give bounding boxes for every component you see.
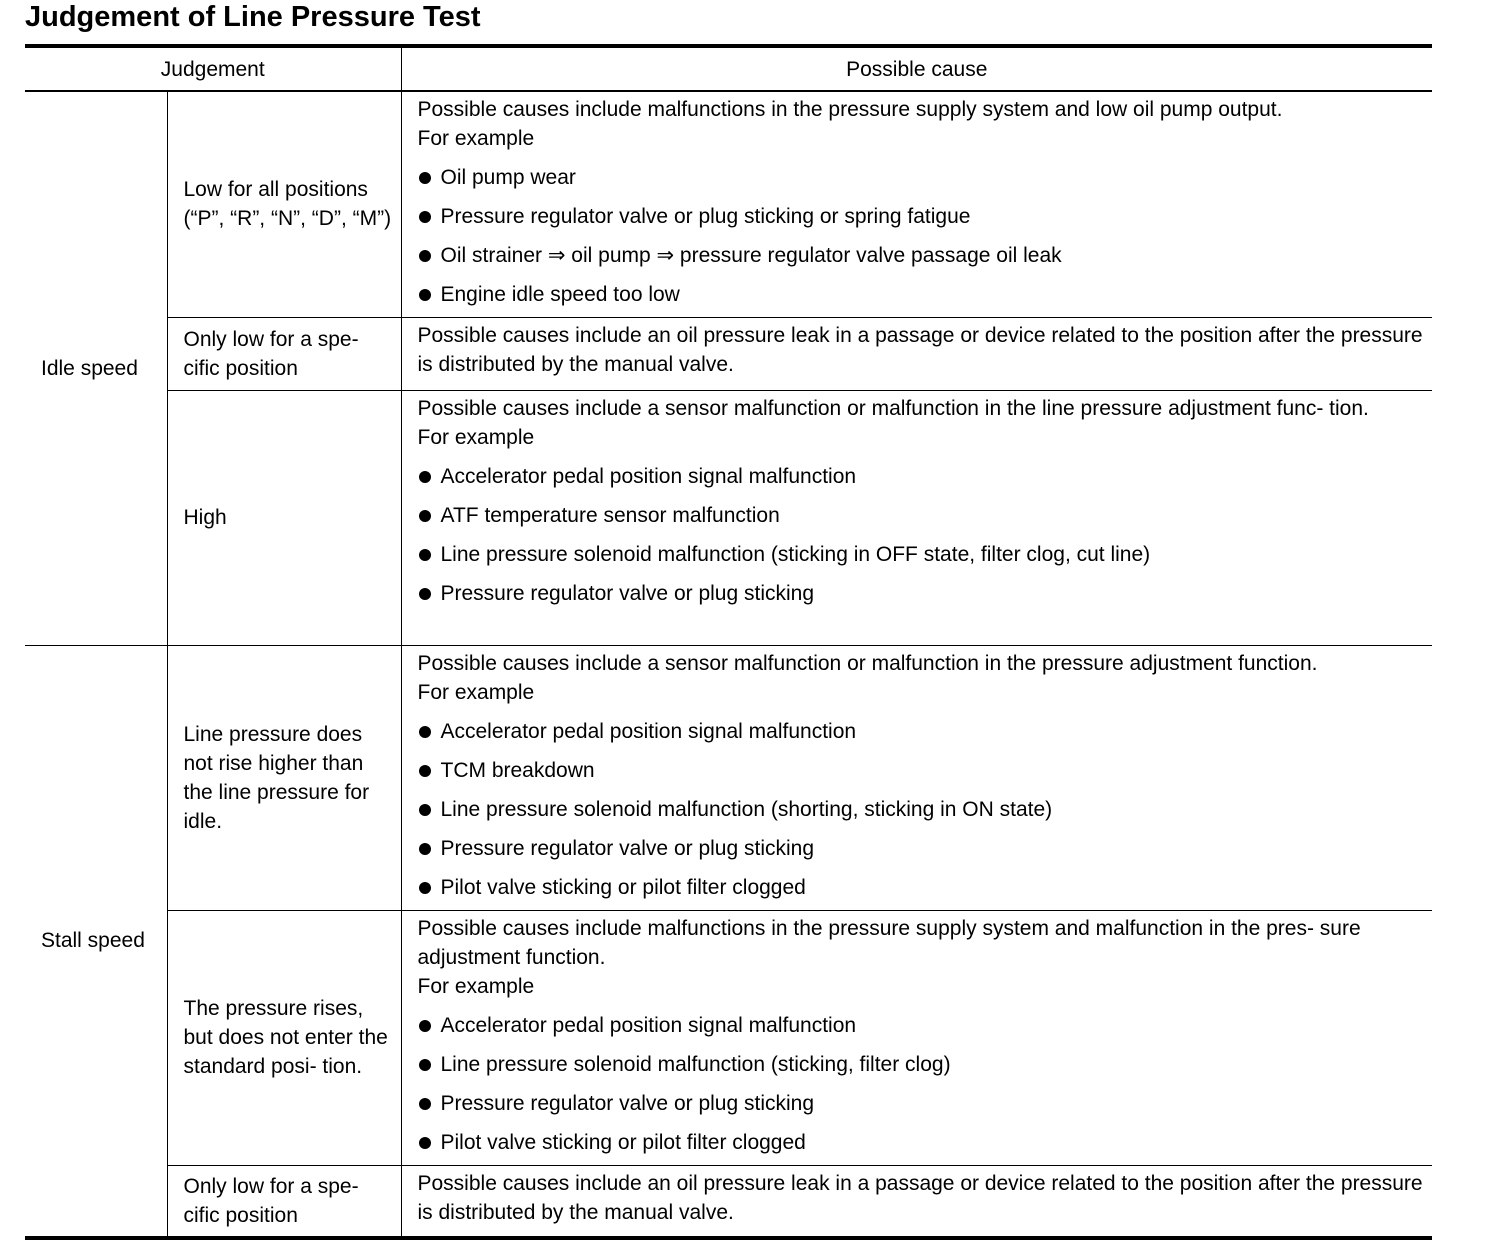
list-item: Pressure regulator valve or plug sticking (418, 834, 1427, 863)
table-row (25, 645, 1432, 910)
judgement-cell (167, 1165, 401, 1238)
cause-intro: Possible causes include an oil pressure leak in a passage or device related to the position after the pressure is distributed by the manual valve. (417, 1171, 1423, 1224)
list-item: Oil pump wear (418, 163, 1427, 192)
table-row (25, 91, 1432, 317)
cause-cell (401, 1165, 1432, 1238)
cause-cell (401, 910, 1432, 1165)
bullet-icon (419, 726, 431, 738)
list-item: Pilot valve sticking or pilot filter clogged (418, 873, 1427, 902)
cause-intro: Possible causes include an oil pressure leak in a passage or device related to the position after the pressure is distributed by the manual valve. (417, 323, 1423, 376)
condition-idle-speed: Idle speed (25, 91, 167, 645)
line-pressure-judgement-table (25, 44, 1432, 1240)
bullet-icon (419, 1098, 431, 1110)
header-judgement: Judgement (25, 46, 401, 91)
bullet-icon (419, 549, 431, 561)
bullet-icon (419, 289, 431, 301)
table-header-row (25, 46, 1432, 91)
example-label: For example (417, 974, 535, 998)
cause-bullet-list (418, 462, 1427, 608)
cause-intro: Possible causes include a sensor malfunction or malfunction in the pressure adjustment function. (417, 651, 1318, 675)
judgement-cell (167, 645, 401, 910)
judgement-text: Low for all positions (“P”, “R”, “N”, “D”, “M”) (183, 178, 392, 231)
cause-bullet-list (418, 1011, 1427, 1157)
bullet-icon (419, 1059, 431, 1071)
example-label: For example (417, 425, 535, 449)
cause-cell (401, 390, 1432, 645)
header-possible-cause: Possible cause (401, 46, 1432, 91)
bullet-icon (419, 843, 431, 855)
list-item: Line pressure solenoid malfunction (sticking, filter clog) (418, 1050, 1427, 1079)
list-item: ATF temperature sensor malfunction (418, 501, 1427, 530)
judgement-text: The pressure rises, but does not enter the standard posi- tion. (183, 997, 388, 1078)
list-item: Accelerator pedal position signal malfunction (418, 1011, 1427, 1040)
table-row (25, 390, 1432, 645)
bullet-icon (419, 765, 431, 777)
example-label: For example (417, 680, 535, 704)
condition-stall-speed: Stall speed (25, 645, 167, 1238)
bullet-icon (419, 882, 431, 894)
bullet-icon (419, 211, 431, 223)
bullet-icon (419, 1137, 431, 1149)
bullet-icon (419, 172, 431, 184)
table-row (25, 910, 1432, 1165)
list-item: Pilot valve sticking or pilot filter clogged (418, 1128, 1427, 1157)
judgement-text: Line pressure does not rise higher than the line pressure for idle. (183, 722, 370, 833)
list-item: Line pressure solenoid malfunction (shorting, sticking in ON state) (418, 795, 1427, 824)
table-row (25, 317, 1432, 390)
bullet-icon (419, 588, 431, 600)
judgement-text: High (183, 506, 227, 529)
table-row (25, 1165, 1432, 1238)
list-item: Pressure regulator valve or plug sticking (418, 579, 1427, 608)
cause-cell (401, 91, 1432, 317)
judgement-cell (167, 317, 401, 390)
cause-bullet-list (418, 717, 1427, 902)
list-item: TCM breakdown (418, 756, 1427, 785)
judgement-cell (167, 910, 401, 1165)
list-item: Accelerator pedal position signal malfunction (418, 462, 1427, 491)
bullet-icon (419, 250, 431, 262)
bullet-icon (419, 510, 431, 522)
cause-bullet-list (418, 163, 1427, 309)
list-item: Oil strainer ⇒ oil pump ⇒ pressure regulator valve passage oil leak (418, 241, 1427, 270)
cause-cell (401, 317, 1432, 390)
list-item: Pressure regulator valve or plug sticking (418, 1089, 1427, 1118)
bullet-icon (419, 1020, 431, 1032)
cause-cell (401, 645, 1432, 910)
cause-intro: Possible causes include malfunctions in the pressure supply system and malfunction in the pres- sure adjustment function. (417, 916, 1361, 969)
list-item: Engine idle speed too low (418, 280, 1427, 309)
judgement-text: Only low for a spe- cific position (183, 327, 359, 380)
bullet-icon (419, 804, 431, 816)
list-item: Pressure regulator valve or plug sticking or spring fatigue (418, 202, 1427, 231)
cause-intro: Possible causes include a sensor malfunction or malfunction in the line pressure adjustment func- tion. (417, 396, 1369, 420)
judgement-cell (167, 390, 401, 645)
judgement-text: Only low for a spe- cific position (183, 1174, 359, 1227)
bullet-icon (419, 471, 431, 483)
list-item: Accelerator pedal position signal malfunction (418, 717, 1427, 746)
list-item: Line pressure solenoid malfunction (sticking in OFF state, filter clog, cut line) (418, 540, 1427, 569)
judgement-cell (167, 91, 401, 317)
page-title: Judgement of Line Pressure Test (25, 1, 481, 33)
cause-intro: Possible causes include malfunctions in the pressure supply system and low oil pump output. (417, 98, 1283, 121)
example-label: For example (417, 127, 535, 150)
